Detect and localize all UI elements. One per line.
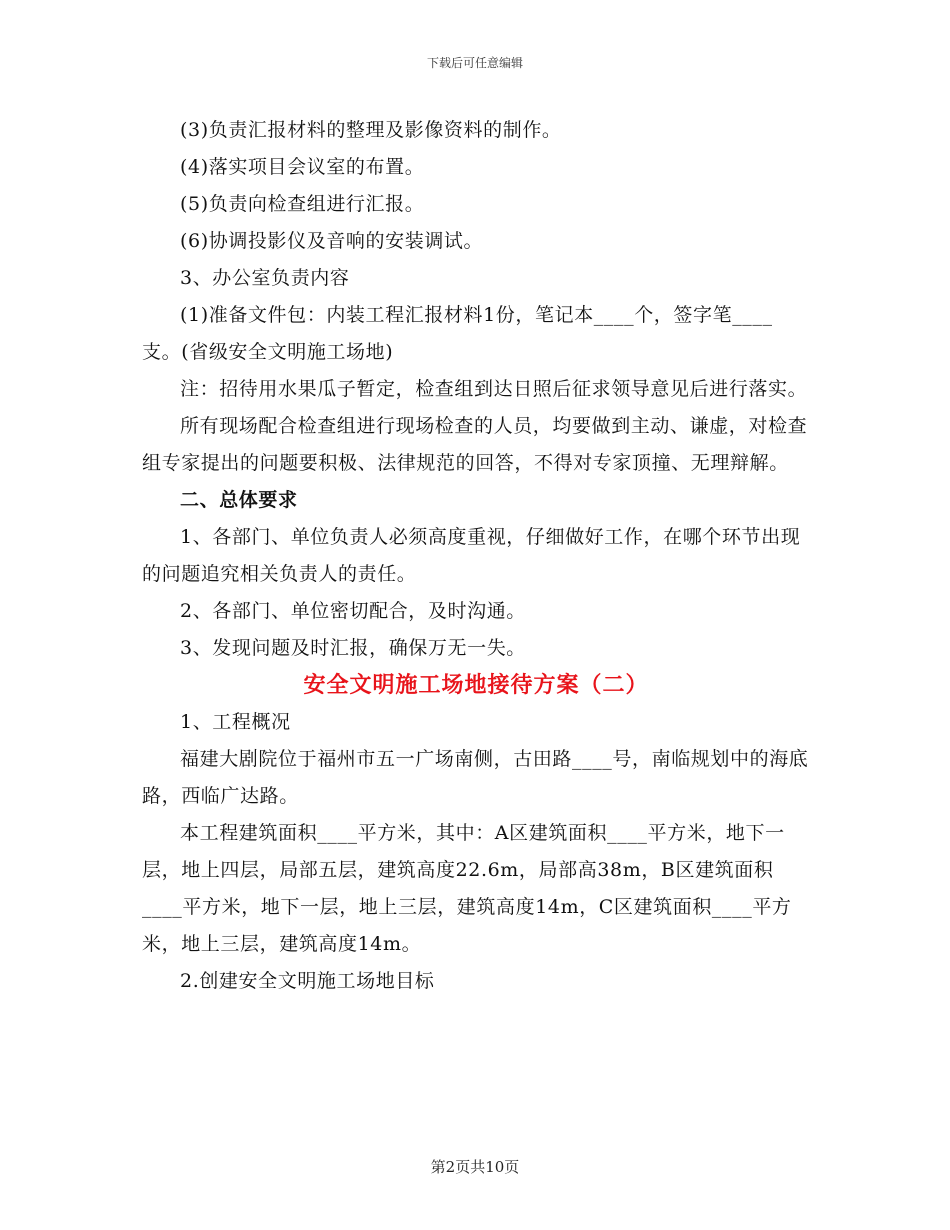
- paragraph-item-6: (6)协调投影仪及音响的安装调试。: [180, 230, 484, 252]
- paragraph-item-5: (5)负责向检查组进行汇报。: [180, 193, 425, 215]
- paragraph-note: 注：招待用水果瓜子暂定，检查组到达日照后征求领导意见后进行落实。: [180, 378, 808, 400]
- paragraph-building-area: 本工程建筑面积____平方米，其中：A区建筑面积____平方米，地下一层，地上四层，局部五层，建筑高度22.6m，局部高38m，B区建筑面积____平方米，地下一层，地上三层，建筑高度14m，C区建筑面积____平方米，地上三层，建筑高度14m。: [142, 822, 792, 955]
- paragraph-file-pack: (1)准备文件包：内装工程汇报材料1份，笔记本____个，签字笔____支。(省级安全文明施工场地): [142, 304, 773, 363]
- requirement-3: 3、发现问题及时汇报，确保万无一失。: [180, 637, 526, 659]
- document-body: [142, 112, 810, 1000]
- paragraph-item-4: (4)落实项目会议室的布置。: [180, 156, 425, 178]
- paragraph-location: 福建大剧院位于福州市五一广场南侧，古田路____号，南临规划中的海底路，西临广达路。: [142, 748, 809, 807]
- section-title: 安全文明施工场地接待方案（二）: [303, 672, 649, 698]
- office-duties-heading: 3、办公室负责内容: [180, 267, 350, 289]
- safety-goal-heading: 2.创建安全文明施工场地目标: [180, 970, 435, 992]
- paragraph-staff-conduct: 所有现场配合检查组进行现场检查的人员，均要做到主动、谦虚，对检查组专家提出的问题要积极、法律规范的回答，不得对专家顶撞、无理辩解。: [142, 415, 808, 474]
- requirement-2: 2、各部门、单位密切配合，及时沟通。: [180, 600, 526, 622]
- project-overview-heading: 1、工程概况: [180, 711, 291, 733]
- page-header: 下载后可任意编辑: [426, 56, 523, 70]
- general-requirements-heading: 二、总体要求: [180, 489, 298, 511]
- page-number: 第2页共10页: [430, 1158, 520, 1176]
- requirement-1: 1、各部门、单位负责人必须高度重视，仔细做好工作，在哪个环节出现的问题追究相关负责人的责任。: [142, 526, 801, 585]
- paragraph-item-3: (3)负责汇报材料的整理及影像资料的制作。: [180, 119, 562, 141]
